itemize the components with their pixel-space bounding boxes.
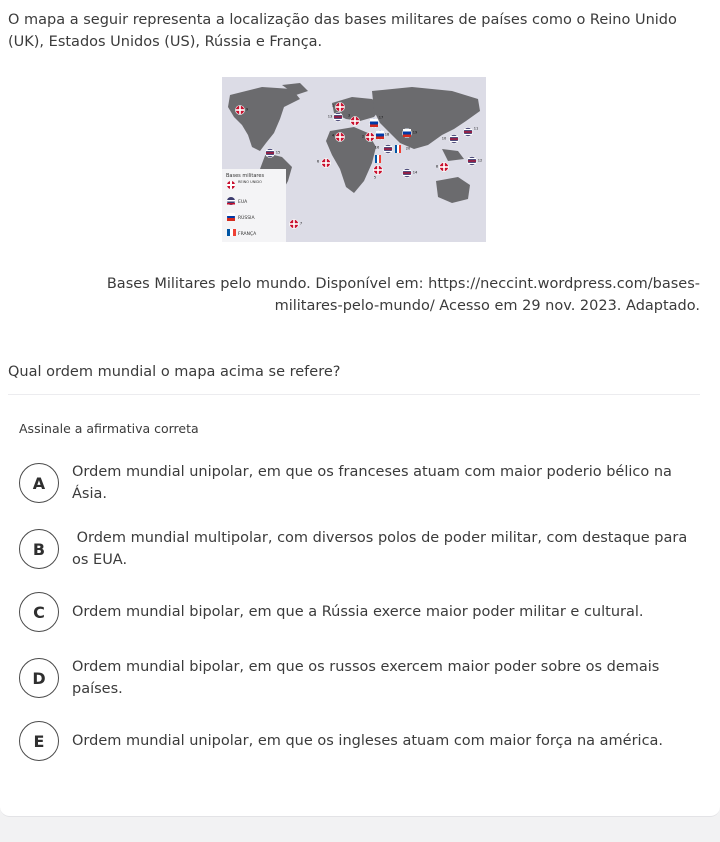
base-marker-number: 7 xyxy=(299,221,303,226)
base-marker-number: 20 xyxy=(405,146,411,151)
base-marker-number: 5 xyxy=(373,175,377,180)
question-text: O mapa a seguir representa a localização das bases militares de países como o Reino Unido (UK), Estados Unidos (US), Rússia e França. xyxy=(8,12,677,50)
option-e[interactable] xyxy=(19,721,699,761)
option-text[interactable]: Ordem mundial unipolar, em que os franceses atuam com maior poderio bélico na Ásia. xyxy=(72,464,672,502)
legend-uk-label: REINO UNIDO xyxy=(238,180,262,184)
base-marker-number: 10 xyxy=(441,136,447,141)
caption-line-1: Bases Militares pelo mundo. Disponível em: https://neccint.wordpress.com/bases- xyxy=(106,276,700,292)
map-caption xyxy=(20,273,700,317)
option-text[interactable]: Ordem mundial multipolar, com diversos polos de poder militar, com destaque para os EUA. xyxy=(72,530,692,568)
legend-us-label: EUA xyxy=(238,200,248,205)
base-marker-number: 3 xyxy=(347,113,351,118)
divider xyxy=(8,394,700,395)
map-legend xyxy=(222,169,286,242)
base-marker-number: 12 xyxy=(477,158,483,163)
option-text[interactable]: Ordem mundial unipolar, em que os ingleses atuam com maior força na américa. xyxy=(72,733,664,749)
legend-title: Bases militares xyxy=(226,173,265,179)
option-b[interactable] xyxy=(19,527,699,571)
base-marker-number: 13 xyxy=(327,114,333,119)
option-c[interactable] xyxy=(19,592,699,632)
base-marker-number: 6 xyxy=(316,159,320,164)
option-letter-badge[interactable]: A xyxy=(19,463,59,503)
legend-france-label: FRANÇA xyxy=(238,232,257,237)
base-marker-number: 2 xyxy=(361,134,365,139)
base-marker-number: 19 xyxy=(412,130,418,135)
base-marker-number: 17 xyxy=(378,115,384,120)
question-prompt: Qual ordem mundial o mapa acima se refere? xyxy=(8,364,341,380)
option-letter-badge[interactable]: C xyxy=(19,592,59,632)
military-bases-map xyxy=(222,77,486,242)
base-marker-number: 4 xyxy=(331,133,335,138)
option-text[interactable]: Ordem mundial bipolar, em que a Rússia exerce maior poder militar e cultural. xyxy=(72,604,644,620)
option-letter-badge[interactable]: D xyxy=(19,658,59,698)
base-marker-number: 18 xyxy=(384,132,390,137)
option-letter-badge[interactable]: E xyxy=(19,721,59,761)
base-marker-number: 9 xyxy=(245,107,249,112)
answer-instruction: Assinale a afirmativa correta xyxy=(19,421,199,436)
option-d[interactable] xyxy=(19,656,699,700)
base-marker-number: 15 xyxy=(275,150,281,155)
base-marker-number: 11 xyxy=(473,126,479,131)
base-marker-number: 14 xyxy=(412,170,418,175)
option-letter-badge[interactable]: B xyxy=(19,529,59,569)
caption-line-2: militares-pelo-mundo/ Acesso em 29 nov. 2023. Adaptado. xyxy=(274,298,700,314)
option-a[interactable] xyxy=(19,461,699,505)
option-text[interactable]: Ordem mundial bipolar, em que os russos exercem maior poder sobre os demais países. xyxy=(72,659,660,697)
base-marker-number: 1 xyxy=(331,103,335,108)
base-marker-number: 8 xyxy=(435,164,439,169)
legend-russia-label: RÚSSIA xyxy=(238,216,255,221)
base-marker-number: 16 xyxy=(374,145,380,150)
